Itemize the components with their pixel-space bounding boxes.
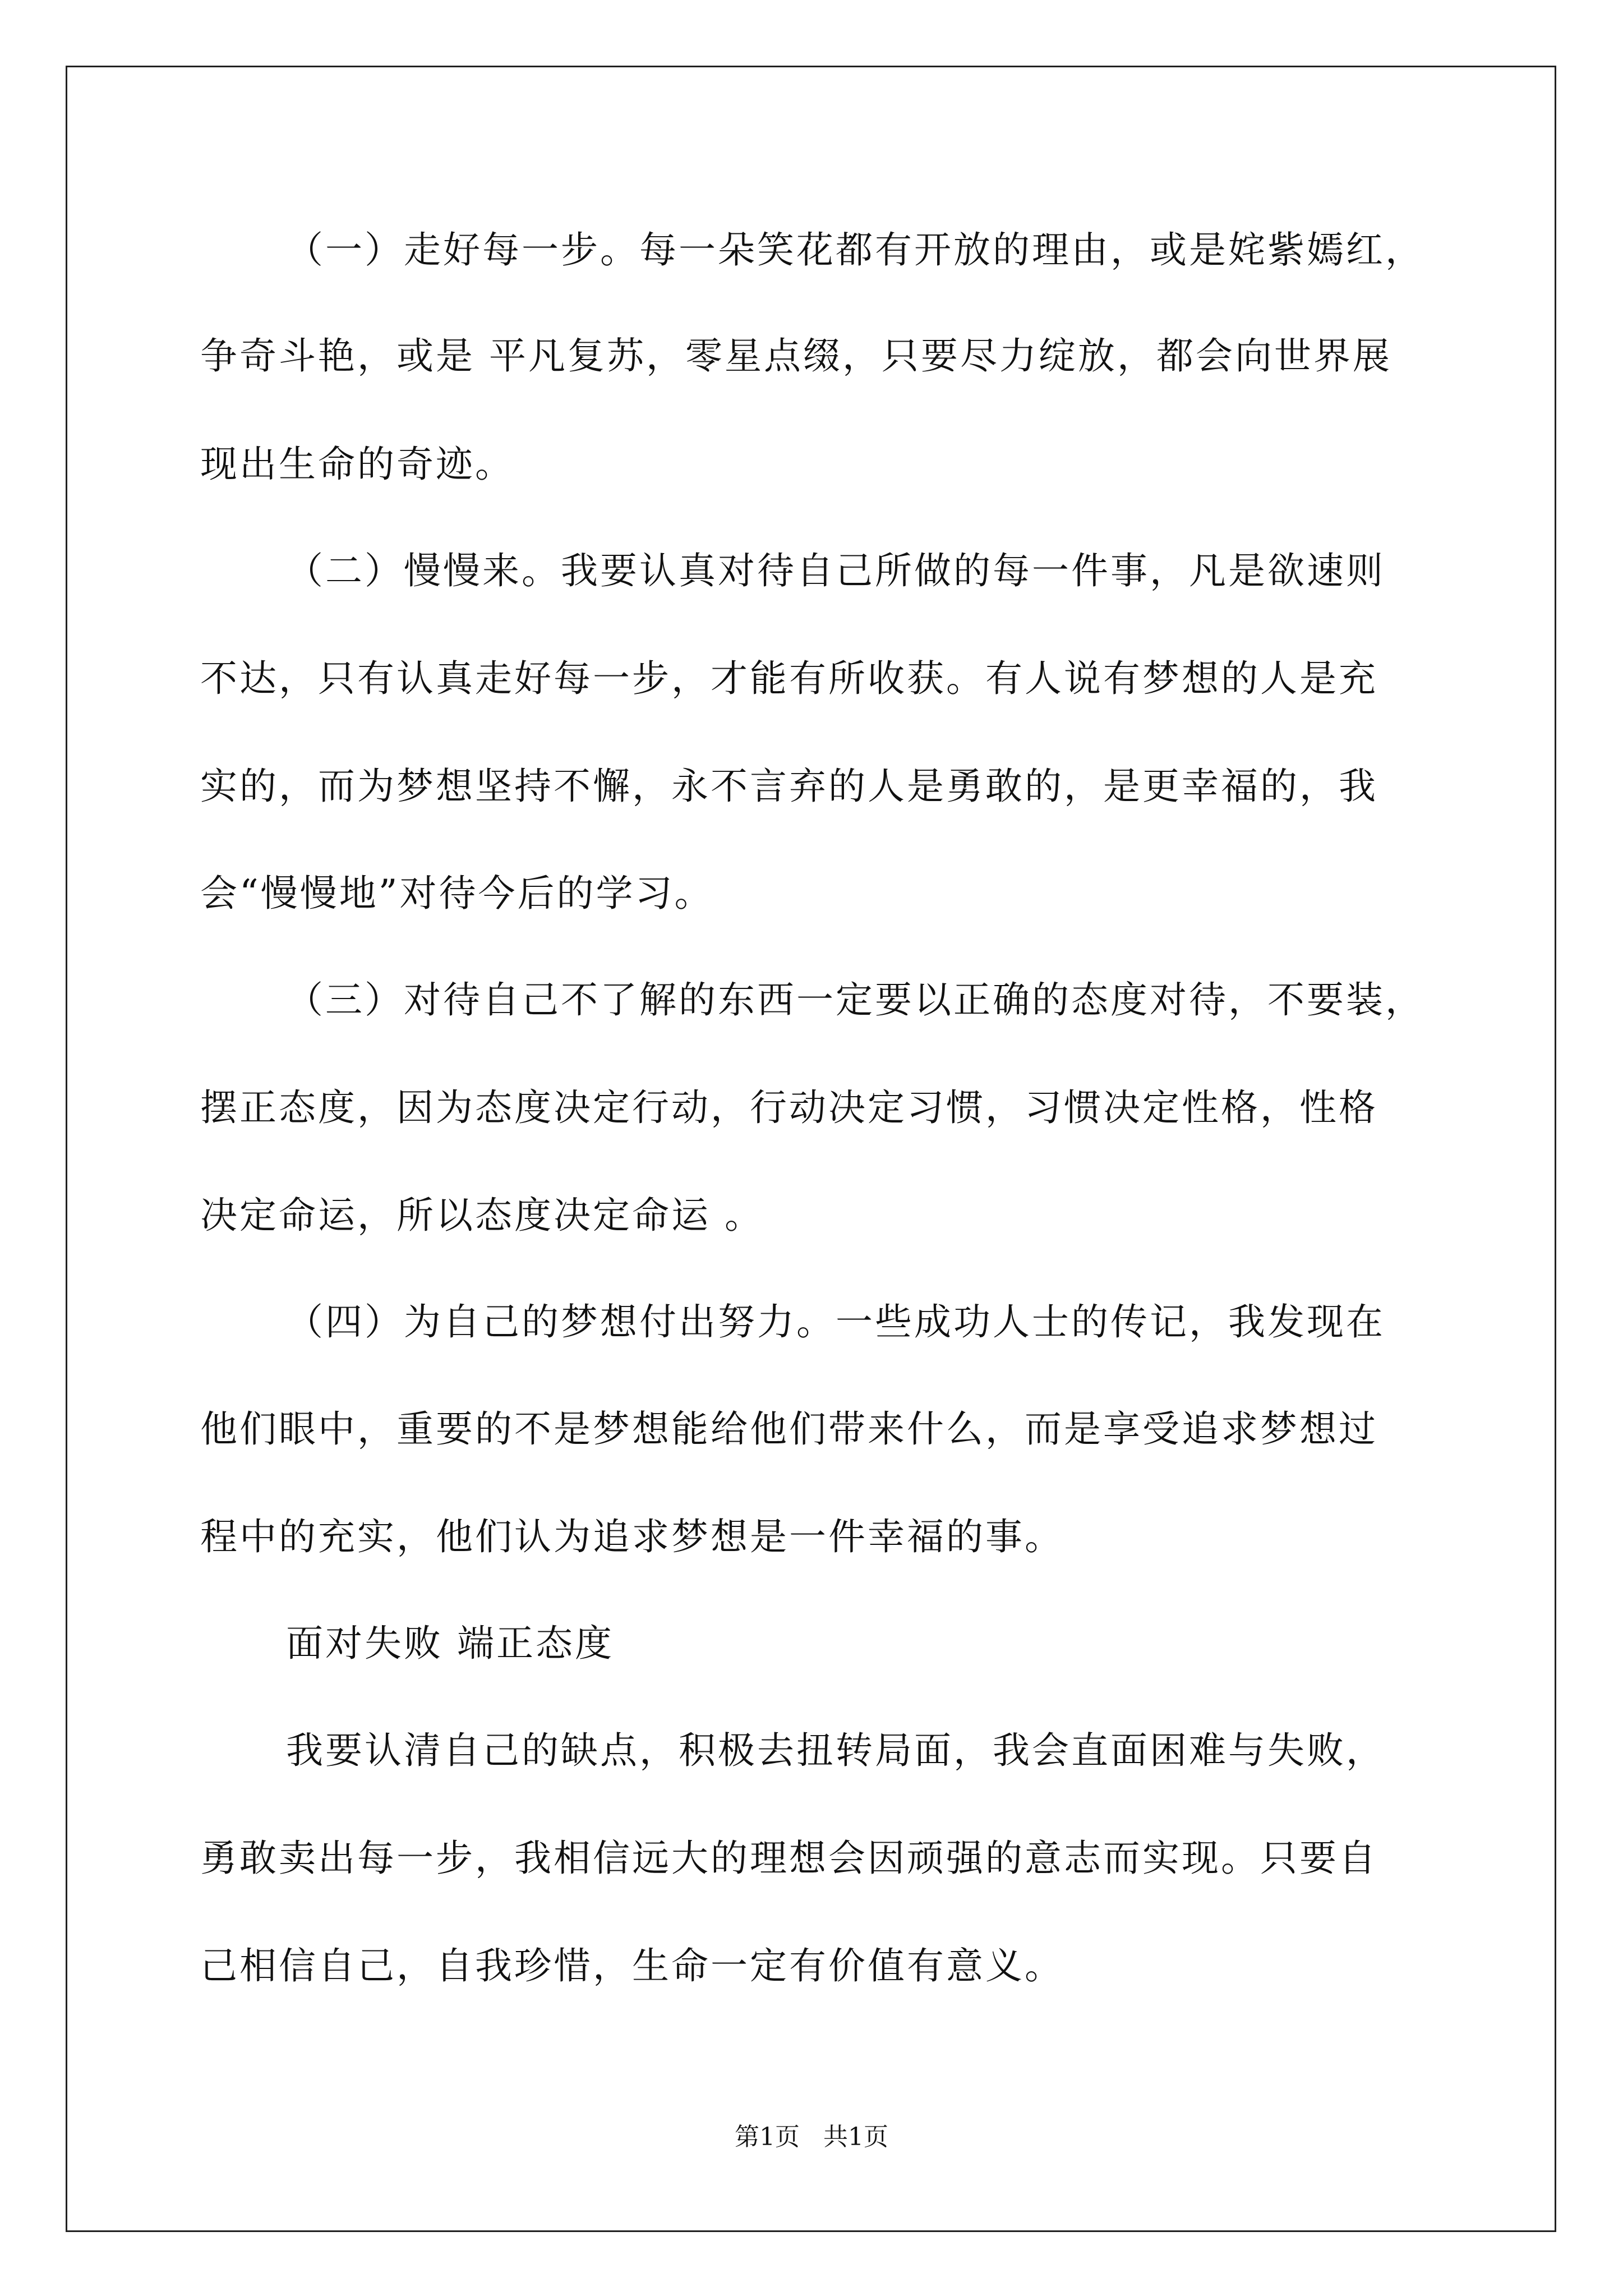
page-border: [66, 66, 1556, 2232]
text-line: 实的，而为梦想坚持不懈，永不言弃的人是勇敢的，是更幸福的，我: [200, 765, 1378, 808]
text-line: （四）为自己的梦想付出努力。一些成功人士的传记，我发现在: [286, 1300, 1385, 1343]
text-line: 决定命运，所以态度决定命运 。: [200, 1194, 764, 1237]
text-line: 他们眼中，重要的不是梦想能给他们带来什么，而是享受追求梦想过: [200, 1407, 1378, 1451]
text-line: 现出生命的奇迹。: [200, 443, 514, 486]
section-heading: 面对失败 端正态度: [286, 1622, 614, 1665]
page-footer: 第1页 共1页: [735, 2123, 888, 2151]
text-line: （一）走好每一步。每一朵笑花都有开放的理由，或是姹紫嫣红，: [286, 228, 1424, 272]
text-line: 己相信自己，自我珍惜，生命一定有价值有意义。: [200, 1944, 1064, 1987]
text-line: （三）对待自己不了解的东西一定要以正确的态度对待，不要装，: [286, 978, 1424, 1022]
text-line: 程中的充实，他们认为追求梦想是一件幸福的事。: [200, 1515, 1064, 1558]
text-line: 不达，只有认真走好每一步，才能有所收获。有人说有梦想的人是充: [200, 657, 1378, 700]
text-line: 会“慢慢地”对待今后的学习。: [200, 872, 714, 915]
text-line: 摆正态度，因为态度决定行动，行动决定习惯，习惯决定性格，性格: [200, 1086, 1378, 1129]
text-line: 我要认清自己的缺点，积极去扭转局面，我会直面困难与失败，: [286, 1729, 1385, 1772]
text-line: （二）慢慢来。我要认真对待自己所做的每一件事，凡是欲速则: [286, 549, 1385, 592]
text-line: 争奇斗艳，或是 平凡复苏，零星点缀，只要尽力绽放，都会向世界展: [200, 334, 1392, 378]
text-line: 勇敢卖出每一步，我相信远大的理想会因顽强的意志而实现。只要自: [200, 1837, 1378, 1880]
